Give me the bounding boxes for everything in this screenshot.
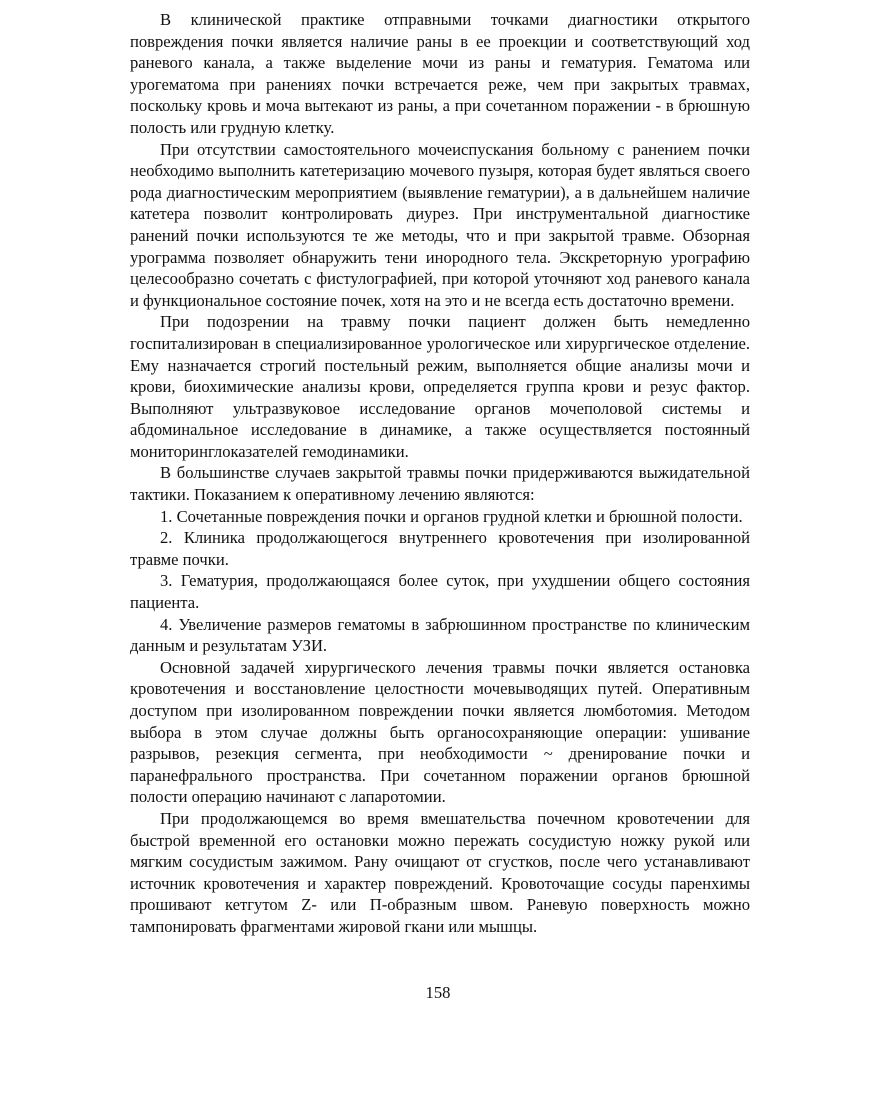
page-number: 158 — [425, 983, 451, 1002]
list-item: 2. Клиника продолжающегося внутреннего кровотечения при изолированной травме почки. — [130, 528, 750, 569]
list-item: 1. Сочетанные повреждения почки и органов грудной клетки и брюшной полости. — [160, 506, 743, 526]
list-item: 3. Гематурия, продолжающаяся более суток, при ухудшении общего состояния пациента. — [130, 571, 750, 613]
indications-list — [130, 506, 750, 657]
paragraph-bleeding-control: При продолжающемся во время вмешательства почечном кровотечении для быстрой временной его остановки можно пережать сосудистую ножку рукой или мягким сосудистым зажимом. Рану очищают от сгустков, после чего устанавливают источник кровотечения и характер повреждений. Кровоточащие сосуды паренхимы прошивают кетгутом Z- или П-образным швом. Раневую поверхность можно тампонировать фрагментами жировой гкани или мышцы. — [130, 808, 750, 936]
page-body — [130, 9, 750, 938]
paragraph-open-injury-diagnostics: В клинической практике отправными точками диагностики открытого повреждения почки является наличие раны в ее проекции и соответствующий ход раневого канала, а также выделение мочи из раны и гематурия. Гематома или урогематома при ранениях почки встречается реже, чем при закрытых травмах, поскольку кровь и моча вытекают из раны, а при сочетанном поражении - в брюшную полость или грудную клетку. — [130, 10, 750, 137]
paragraph-surgery-indications-intro: В большинстве случаев закрытой травмы почки придерживаются выжидательной тактики. Показанием к оперативному лечению являются: — [130, 463, 750, 505]
paragraph-surgical-goal: Основной задачей хирургического лечения травмы почки является остановка кровотечения и восстановление целостности мочевыводящих путей. Оперативным доступом при изолированном повреждении почки является люмботомия. Методом выбора в этом случае должны быть органосохраняющие операции: ушивание разрывов, резекция сегмента, при необходимости ~ дренирование почки и паранефрального пространства. При сочетанном поражении органов брюшной полости операцию начинают с лапаротомии. — [130, 657, 750, 807]
list-item: 4. Увеличение размеров гематомы в забрюшинном пространстве по клиническим данным и результатам УЗИ. — [130, 614, 750, 656]
paragraph-catheterization: При отсутствии самостоятельного мочеиспускания больному с ранением почки необходимо выполнить катетеризацию мочевого пузыря, которая будет являться своего рода диагностическим мероприятием (выявление гематурии), а в дальнейшем наличие катетера позволит контролировать диурез. При инструментальной диагностике ранений почки используются те же методы, что и при закрытой травме. Обзорная урограмма позволяет обнаружить тени инородного тела. Экскреторную урографию целесообразно сочетать с фистулографией, при которой уточняют ход раневого канала и функциональное состояние почек, хотя на это и не всегда есть достаточно времени. — [130, 139, 750, 310]
paragraph-hospitalization: При подозрении на травму почки пациент должен быть немедленно госпитализирован в специализированное урологическое или хирургическое отделение. Ему назначается строгий постельный режим, выполняется общие анализы мочи и крови, биохимические анализы крови, определяется группа крови и резус фактор. Выполняют ультразвуковое исследование органов мочеполовой системы и абдоминальное исследование в динамике, а также осуществляется постоянный мониторинглоказателей гемодинамики. — [130, 312, 750, 461]
